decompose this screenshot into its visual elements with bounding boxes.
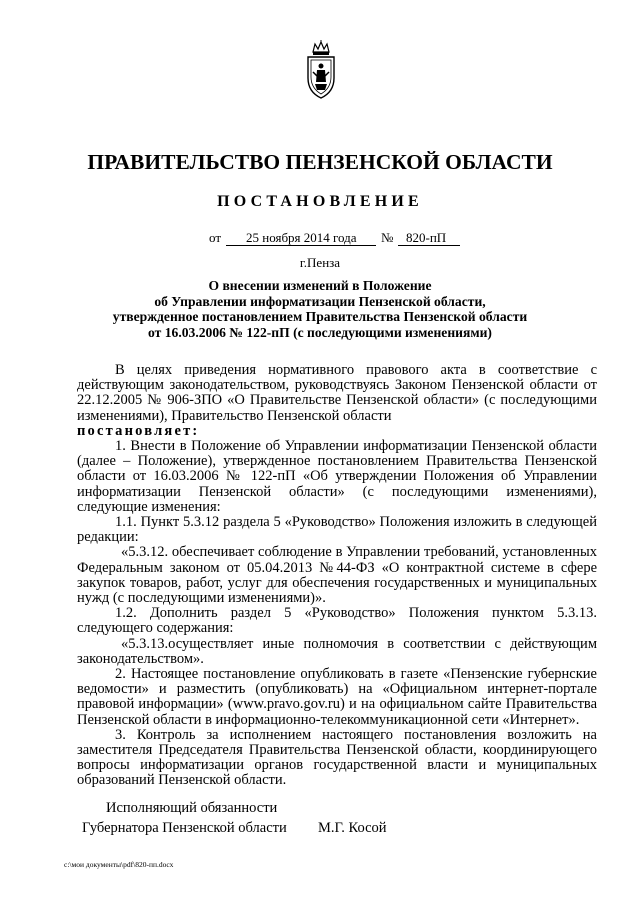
paragraph-quote-5-3-13: «5.3.13.осуществляет иные полномочия в соответствии с действующим законодательством».: [77, 635, 597, 667]
paragraph-item-1: 1. Внести в Положение об Управлении информатизации Пензенской области (далее – Положение), утвержденное постановлением Правительства Пензенской области от 16.03.2006 № 122-пП «Об утверждении Положения об Управлении информатизации Пензенской области» (с последующими изменениями), следующие изменения:: [77, 438, 597, 515]
document-type-title: ПОСТАНОВЛЕНИЕ: [217, 193, 423, 210]
resolves-word: постановляет:: [77, 422, 200, 439]
file-path-footer: c:\мои документы\pdf\820-пп.docx: [64, 860, 174, 869]
paragraph-preamble: В целях приведения нормативного правового акта в соответствие с действующим законодательством, руководствуясь Законом Пензенской области от 22.12.2005 № 906-ЗПО «О Правительстве Пензенской области» (с последующими изменениями), Правительство Пензенской области: [77, 362, 597, 424]
government-title: ПРАВИТЕЛЬСТВО ПЕНЗЕНСКОЙ ОБЛАСТИ: [87, 150, 553, 174]
subject-line: об Управлении информатизации Пензенской области,: [154, 293, 486, 309]
document-body: [77, 363, 597, 789]
subject-line: от 16.03.2006 № 122-пП (с последующими изменениями): [148, 324, 492, 340]
date-prefix: от: [209, 230, 222, 245]
city-name: г.Пенза: [299, 255, 341, 270]
paragraph-quote-5-3-12: «5.3.12. обеспечивает соблюдение в Управлении требований, установленных Федеральным законом от 05.04.2013 №44-ФЗ «О контрактной системе в сфере закупок товаров, работ, услуг для обеспечения государственных и муниципальных нужд (с последующими изменениями)».: [77, 544, 597, 607]
document-subject: [0, 278, 640, 340]
paragraph-item-1-2: 1.2. Дополнить раздел 5 «Руководство» Положения пунктом 5.3.13. следующего содержания:: [77, 605, 597, 637]
document-date: 25 ноября 2014 года: [246, 230, 357, 245]
paragraph-item-1-1: 1.1. Пункт 5.3.12 раздела 5 «Руководство» Положения изложить в следующей редакции:: [77, 514, 597, 546]
subject-line: О внесении изменений в Положение: [208, 278, 432, 293]
subject-line: утвержденное постановлением Правительства Пензенской области: [112, 309, 528, 325]
signatory-name: М.Г. Косой: [318, 820, 387, 836]
paragraph-item-3: 3. Контроль за исполнением настоящего постановления возложить на заместителя Председателя Правительства Пензенской области, координирующего вопросы информатизации органов государственной власти и муниципальных образований Пензенской области.: [77, 726, 597, 789]
paragraph-item-2: 2. Настоящее постановление опубликовать в газете «Пензенские губернские ведомости» и разместить (опубликовать) на «Официальном интернет-портале правовой информации» (www.pravo.gov.ru) и на официальном сайте Правительства Пензенской области в информационно-телекоммуникационной сети «Интернет».: [77, 666, 597, 728]
number-underline: [398, 245, 460, 246]
signatory-position: Губернатора Пензенской области: [82, 820, 287, 836]
document-number: 820-пП: [406, 230, 447, 245]
signatory-title: Исполняющий обязанности: [106, 800, 278, 816]
date-underline: [226, 245, 376, 246]
coat-of-arms-icon: [303, 40, 339, 100]
number-prefix: №: [381, 230, 394, 245]
